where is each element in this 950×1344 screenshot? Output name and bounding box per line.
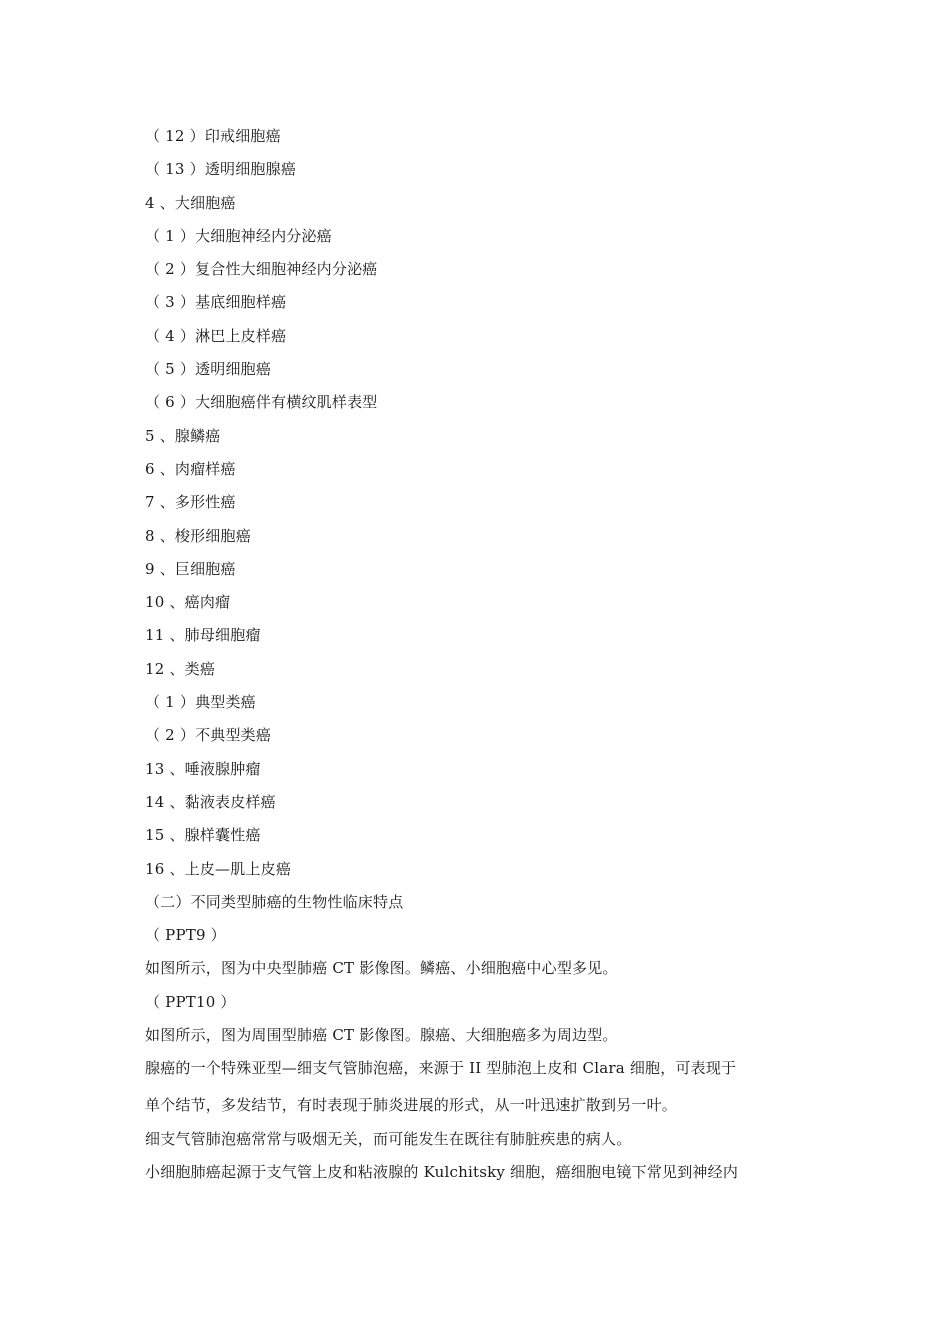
paragraph-line: 细支气管肺泡癌常常与吸烟无关，而可能发生在既往有肺脏疾患的病人。: [145, 1129, 632, 1148]
slide-reference: （ PPT10 ）: [145, 992, 236, 1011]
paragraph-line: 腺癌的一个特殊亚型—细支气管肺泡癌，来源于 II 型肺泡上皮和 Clara 细胞，可表现于: [145, 1059, 737, 1078]
section-heading: 15 、腺样囊性癌: [145, 826, 261, 845]
text-line: （ 5 ）透明细胞癌: [145, 360, 272, 379]
section-heading: 12 、类癌: [145, 659, 216, 678]
section-heading: 14 、黏液表皮样癌: [145, 792, 276, 811]
slide-reference: （ PPT9 ）: [145, 926, 226, 945]
text-line: （ 13 ）透明细胞腺癌: [145, 160, 297, 179]
paragraph-line: 如图所示，图为中央型肺癌 CT 影像图。鳞癌、小细胞癌中心型多见。: [145, 959, 618, 978]
section-heading: 10 、癌肉瘤: [145, 593, 231, 612]
section-heading: 9 、巨细胞癌: [145, 559, 236, 578]
text-line: （ 1 ）典型类癌: [145, 693, 256, 712]
text-line: （ 12 ）印戒细胞癌: [145, 127, 281, 145]
paragraph-line: 小细胞肺癌起源于支气管上皮和粘液腺的 Kulchitsky 细胞，癌细胞电镜下常见到神经内: [145, 1162, 739, 1181]
section-heading: 11 、肺母细胞瘤: [145, 626, 261, 645]
section-heading: 8 、梭形细胞癌: [145, 526, 251, 545]
section-heading: 6 、肉瘤样癌: [145, 459, 236, 478]
document-body: [145, 124, 813, 1193]
text-line: （ 3 ）基底细胞样癌: [145, 293, 287, 312]
chapter-heading: （二）不同类型肺癌的生物性临床特点: [145, 892, 404, 911]
paragraph-line: 如图所示，图为周围型肺癌 CT 影像图。腺癌、大细胞癌多为周边型。: [145, 1026, 618, 1045]
section-heading: 4 、大细胞癌: [145, 193, 236, 212]
section-heading: 16 、上皮—肌上皮癌: [145, 859, 292, 878]
text-line: （ 1 ）大细胞神经内分泌癌: [145, 226, 332, 245]
section-heading: 5 、腺鳞癌: [145, 426, 221, 445]
paragraph-line: 单个结节，多发结节，有时表现于肺炎进展的形式，从一叶迅速扩散到另一叶。: [145, 1096, 678, 1115]
text-line: （ 2 ）复合性大细胞神经内分泌癌: [145, 260, 378, 279]
section-heading: 7 、多形性癌: [145, 493, 236, 512]
text-line: （ 4 ）淋巴上皮样癌: [145, 326, 287, 345]
section-heading: 13 、唾液腺肿瘤: [145, 759, 261, 778]
text-line: （ 6 ）大细胞癌伴有横纹肌样表型: [145, 393, 378, 412]
text-line: （ 2 ）不典型类癌: [145, 726, 272, 745]
